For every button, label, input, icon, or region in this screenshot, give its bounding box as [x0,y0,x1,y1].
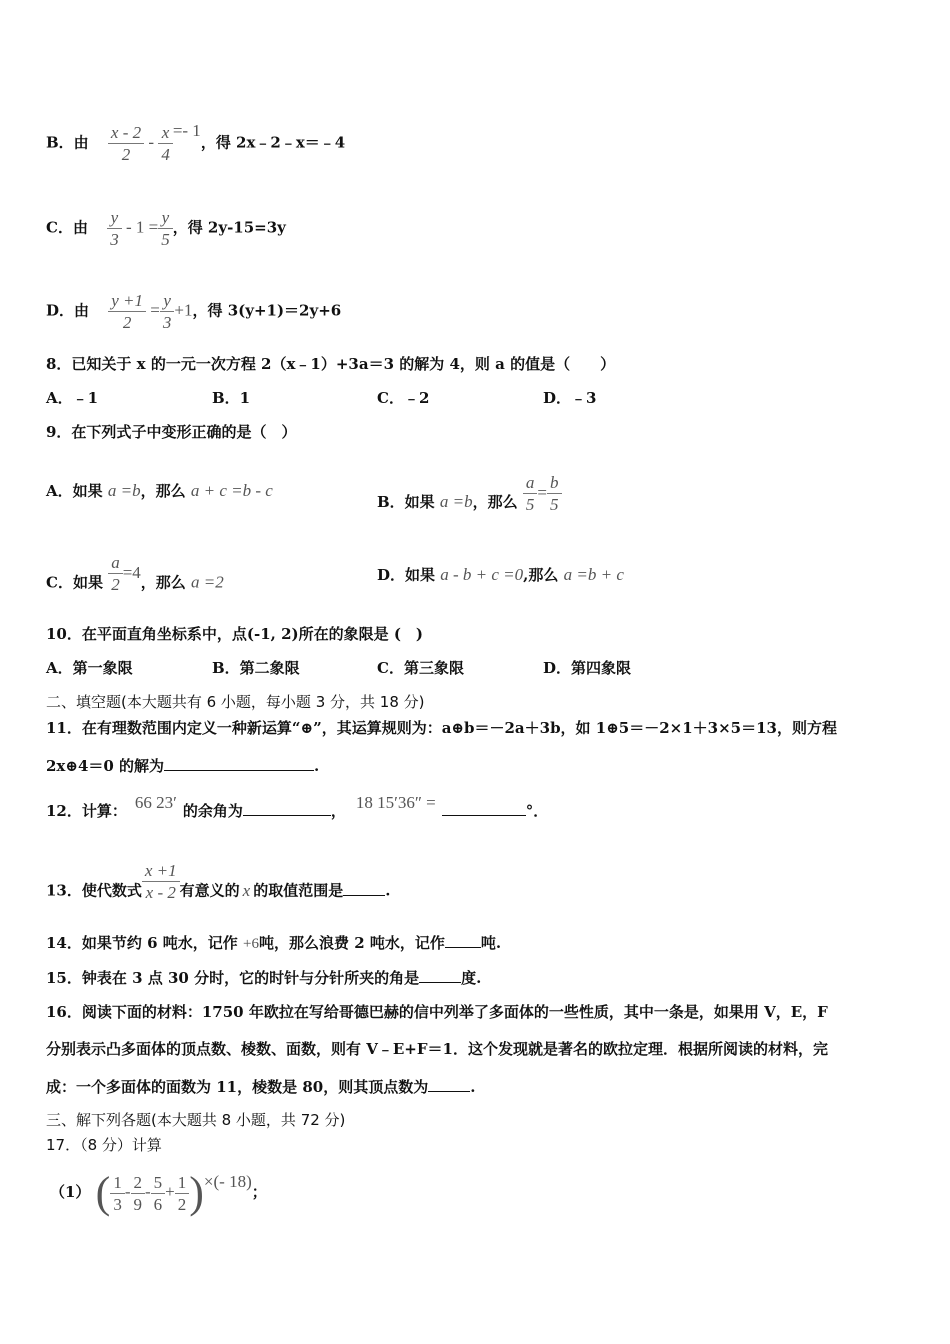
q16-line1: 16．阅读下面的材料：1750 年欧拉在写给哥德巴赫的信中列举了多面体的一些性质，其中一条是，如果用 V，E，F [46,1003,828,1021]
q9-stem: 9．在下列式子中变形正确的是（ ） [46,423,297,441]
fraction: $\frac{x +1}{x - 2}$ [142,860,180,903]
fraction: $\frac{1}{2}$ [175,1172,190,1215]
q10-option-d: D．第四象限 [543,659,632,677]
fraction: $\frac{y}{3}$ [160,290,175,333]
q10-option-c: C．第三象限 [377,659,464,677]
q14: 14．如果节约 6 吨水，记作 +6吨，那么浪费 2 吨水，记作 吨. [46,934,502,952]
left-paren: ( [95,1168,111,1217]
answer-blank[interactable] [445,932,481,948]
answer-blank[interactable] [243,800,331,816]
q8-option-a: A．﹣1 [46,389,99,407]
q7-option-b: B．由 $\frac{x - 2}{2}$ - $\frac{x}{4}$ =- 1，得 2x﹣2﹣x＝﹣4 [46,120,346,164]
right-paren: ) [189,1168,204,1217]
fraction: $\frac{x}{4}$ [158,122,173,165]
q16-line2: 分别表示凸多面体的顶点数、棱数、面数，则有 V﹣E+F＝1．这个发现就是著名的欧拉定理．根据所阅读的材料，完 [46,1040,828,1058]
q17-stem: 17．（8 分）计算 [46,1136,162,1154]
fraction: $\frac{a}{5}$ [523,472,538,515]
fraction: $\frac{y +1}{2}$ [108,290,146,333]
q11-line2: 2x⊕4＝0 的解为 . [46,757,320,775]
q8-option-b: B．1 [212,389,251,407]
q17-part1: （1） ( $\frac{1}{3}$ - $\frac{2}{9}$ - $\frac{5}{6}$ + $\frac{1}{2}$ )×(- 18)； [50,1168,267,1217]
q9-option-c: C．如果 $\frac{a}{2}$ =4，那么 a =2 [46,553,224,594]
section-2-heading: 二、填空题(本大题共有 6 小题，每小题 3 分，共 18 分) [46,693,425,711]
q12: 12．计算： 66 23′ 的余角为 ， 18 15′36″ = °． [46,793,549,820]
answer-blank[interactable] [428,1076,470,1092]
answer-blank[interactable] [343,880,385,896]
q8-stem: 8．已知关于 x 的一元一次方程 2（x﹣1）+3a＝3 的解为 4，则 a 的值是（ ） [46,355,616,373]
q7-option-d: D．由 $\frac{y +1}{2}$ = $\frac{y}{3}$ +1，得 3(y+1)＝2y+6 [46,291,342,332]
q10-option-b: B．第二象限 [212,659,300,677]
answer-blank[interactable] [164,755,314,771]
q9-option-d: D．如果 a - b + c =0,那么 a =b + c [377,565,624,584]
fraction: $\frac{y}{3}$ [107,207,122,250]
q9-option-a: A．如果 a =b，那么 a + c =b - c [46,481,273,500]
answer-blank[interactable] [442,800,526,816]
fraction: $\frac{1}{3}$ [110,1172,125,1215]
fraction: $\frac{2}{9}$ [131,1172,146,1215]
fraction: $\frac{5}{6}$ [151,1172,166,1215]
fraction: $\frac{x - 2}{2}$ [108,122,144,165]
fraction: $\frac{y}{5}$ [158,207,173,250]
section-3-heading: 三、解下列各题(本大题共 8 小题，共 72 分) [46,1111,346,1129]
q11-line1: 11．在有理数范围内定义一种新运算“⊕”，其运算规则为：a⊕b＝－2a＋3b，如 1⊕5＝－2×1＋3×5＝13，则方程 [46,719,837,737]
q9-option-b: B．如果 a =b，那么 $\frac{a}{5}$ = $\frac{b}{5}$ [377,460,562,503]
q10-option-a: A．第一象限 [46,659,133,677]
q13: 13．使代数式 $\frac{x +1}{x - 2}$ 有意义的 x 的取值范围是 . [46,861,391,902]
q7-option-c: C．由 $\frac{y}{3}$ - 1 = $\frac{y}{5}$ ，得 2y-15=3y [46,208,286,249]
q15: 15．钟表在 3 点 30 分时，它的时针与分针所夹的角是 度. [46,969,482,987]
q8-option-c: C．﹣2 [377,389,430,407]
q8-option-d: D．﹣3 [543,389,597,407]
q16-line3: 成：一个多面体的面数为 11，棱数是 80，则其顶点数为 . [46,1078,476,1096]
fraction: $\frac{a}{2}$ [108,552,123,595]
answer-blank[interactable] [419,967,461,983]
q10-stem: 10．在平面直角坐标系中，点(-1, 2)所在的象限是 ( ) [46,625,424,643]
fraction: $\frac{b}{5}$ [547,472,562,515]
